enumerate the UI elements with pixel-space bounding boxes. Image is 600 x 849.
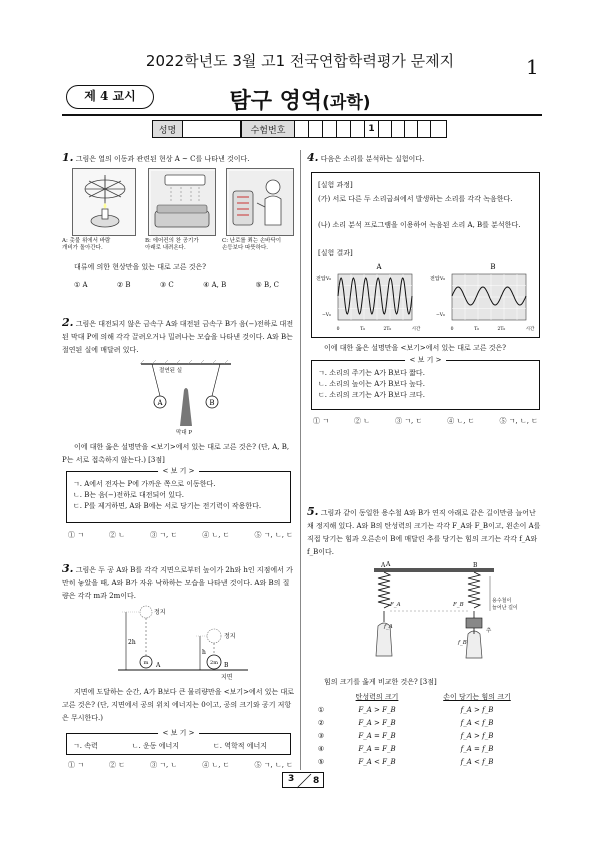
ball-b-label: B — [224, 662, 229, 669]
pinwheel-illustration — [73, 169, 137, 237]
aircon-illustration — [149, 169, 217, 237]
q3-choice-3[interactable]: ③ ㄱ, ㄴ — [150, 761, 178, 769]
q4-process-label: [실험 과정] — [318, 181, 353, 189]
q1-stem-text: 그림은 열의 이동과 관련된 현상 A ~ C를 나타낸 것이다. — [75, 155, 250, 163]
q5-option-hand: f_A < f_B — [460, 757, 494, 766]
page-number: 1 — [526, 55, 539, 79]
q4-bogi-title: < 보 기 > — [405, 356, 447, 365]
name-field[interactable] — [183, 121, 241, 137]
exam-no-cell[interactable] — [431, 121, 444, 137]
page-total: 8 — [313, 776, 320, 786]
q4-number: 4. — [307, 151, 319, 164]
q1-choice-3[interactable]: ③ C — [159, 281, 174, 289]
ball-a-label: A — [157, 399, 163, 407]
page-current: 3 — [288, 774, 295, 784]
q2-rod-label: 막대 P — [176, 430, 193, 436]
q4-bogi-box — [311, 356, 540, 410]
q5-option-number: ② — [317, 718, 325, 727]
q5-option-hand: f_A = f_B — [460, 744, 494, 753]
exam-no-label: 수험번호 — [241, 121, 295, 137]
q5-option-hand: f_A < f_B — [460, 718, 494, 727]
q3-choice-4[interactable]: ④ ㄴ, ㄷ — [202, 761, 230, 769]
q5-option-number: ① — [317, 705, 325, 714]
q4-step-b: (나) 소리 분석 프로그램을 이용하여 녹음된 소리 A, B를 분석한다. — [318, 221, 521, 229]
name-label: 성명 — [153, 121, 183, 137]
q4-choice-5[interactable]: ⑤ ㄱ, ㄴ, ㄷ — [499, 417, 538, 425]
q1-image-aircon — [148, 168, 216, 236]
x-tick-label: 2T₀ — [497, 327, 506, 332]
q5-option-elastic: F_A < F_B — [358, 757, 396, 766]
q5-option-number: ④ — [317, 744, 325, 753]
q3-choice-5[interactable]: ⑤ ㄱ, ㄴ, ㄷ — [254, 761, 293, 769]
q5-option-number: ③ — [317, 731, 325, 740]
ball-a-label: A — [156, 662, 161, 669]
q5-option-hand: f_A > f_B — [460, 731, 494, 740]
q4-bogi-item: ㄱ. 소리의 주기는 A가 B보다 짧다. — [318, 369, 425, 377]
x-tick-label: T₀ — [474, 327, 480, 332]
q5-spring-b-label: B — [473, 562, 478, 569]
q3-question: 지면에 도달하는 순간, A가 B보다 큰 물리량만을 <보기>에서 있는 대로 고른 것은? (단, 지면에서 공의 위치 에너지는 0이고, 공의 크기와 공기 저항은 무시한다.) — [62, 688, 294, 722]
q3-bogi-row — [73, 741, 284, 752]
header-rule — [62, 114, 542, 116]
q3-ground-label: 지면 — [221, 674, 233, 681]
q3-choice-2[interactable]: ② ㄷ — [109, 761, 126, 769]
x-tick-label: 0 — [450, 327, 454, 332]
q4-question: 이에 대한 옳은 설명만을 <보기>에서 있는 대로 고른 것은? — [324, 344, 507, 352]
q5-answer-table — [310, 690, 540, 768]
q5-table-header — [310, 690, 540, 703]
q2-choices — [68, 530, 293, 540]
q2-bogi-box — [66, 467, 291, 523]
q4-choices — [313, 416, 538, 426]
q2-stem-text: 그림은 대전되지 않은 금속구 A와 대전된 금속구 B가 음(−)전하로 대전된 막대 P에 의해 각각 끌려오거나 밀려나는 모습을 나타낸 것이다. A와 B는 절연된 실에 매달려 있다. — [62, 320, 294, 354]
q3-still-label-b: 정지 — [224, 633, 236, 640]
q2-choice-2[interactable]: ② ㄴ — [109, 531, 126, 539]
q5-option-elastic: F_A > F_B — [358, 718, 396, 727]
q5-col2: 손이 당기는 힘의 크기 — [443, 692, 511, 701]
q5-option-elastic: F_A = F_B — [358, 744, 396, 753]
ball-a-mass: m — [143, 660, 149, 666]
graph-title: A — [376, 263, 382, 271]
q2-bogi-item: ㄷ. P를 제거하면, A와 B에는 서로 당기는 전기력이 작용한다. — [73, 502, 262, 510]
q1-caption-a: A: 촛불 위에서 바람 개비가 돌아간다. — [62, 238, 111, 251]
x-tick-label: 0 — [336, 327, 340, 332]
v0-label: V₀ — [326, 277, 332, 282]
exam-no-cell[interactable] — [295, 121, 309, 137]
v0-label: V₀ — [440, 277, 446, 282]
spring-a — [378, 572, 390, 608]
q4-bogi-item: ㄷ. 소리의 크기는 A가 B보다 크다. — [318, 391, 425, 399]
q4-result-label: [실험 결과] — [318, 249, 353, 257]
q5-option-row[interactable] — [310, 716, 540, 729]
q5-option-row[interactable] — [310, 755, 540, 768]
vneg-label: −V₀ — [436, 313, 445, 318]
q1-caption-c: C: 난로를 쬐는 손바닥이 손등보다 따뜻하다. — [222, 238, 282, 251]
graph-title: B — [490, 263, 496, 271]
q2-number: 2. — [62, 316, 74, 329]
q4-choice-2[interactable]: ② ㄴ — [354, 417, 371, 425]
right-hand — [466, 631, 482, 658]
q5-hand-fb-label: f_B — [458, 640, 467, 646]
q5-figure — [364, 561, 514, 668]
q5-col1: 탄성력의 크기 — [355, 692, 399, 701]
q5-fa-label: F_A — [390, 602, 401, 608]
q4-choice-4[interactable]: ④ ㄴ, ㄷ — [447, 417, 475, 425]
q1-image-pinwheel — [72, 168, 136, 236]
rod-p — [180, 388, 192, 426]
spring-b — [468, 572, 480, 608]
q3-bogi-box — [66, 729, 291, 755]
x-tick-label: 2T₀ — [383, 327, 392, 332]
y-axis-label: 전압 — [430, 276, 440, 282]
q2-bogi-title: < 보 기 > — [158, 467, 200, 476]
q5-question: 힘의 크기를 옳게 비교한 것은? [3점] — [324, 678, 437, 686]
q2-bogi-item: ㄱ. A에서 전자는 P에 가까운 쪽으로 이동한다. — [73, 480, 216, 488]
q4-stem-text: 다음은 소리를 분석하는 실험이다. — [320, 155, 425, 163]
q5-option-number: ⑤ — [317, 757, 325, 766]
student-info-row — [152, 120, 447, 138]
q2-string-label: 절연된 실 — [159, 368, 183, 374]
exam-no-cell[interactable] — [392, 121, 405, 137]
exam-title: 2022학년도 3월 고1 전국연합학력평가 문제지 — [145, 52, 455, 70]
q4-stem — [307, 151, 539, 166]
q5-callout: 용수철이 늘어난 길이 — [492, 598, 518, 611]
area-subtitle: (과학) — [322, 93, 371, 113]
ball-b-mass: 2m — [210, 660, 218, 666]
q3-still-label-a: 정지 — [154, 609, 166, 616]
q4-bogi-item: ㄴ. 소리의 높이는 A가 B보다 높다. — [318, 380, 425, 388]
q2-bogi-item: ㄴ. B는 음(−)전하로 대전되어 있다. — [73, 491, 184, 499]
q1-choice-5[interactable]: ⑤ B, C — [255, 281, 279, 289]
page-indicator — [282, 772, 324, 788]
ball-b-label: B — [209, 399, 215, 407]
q2-choice-1[interactable]: ① ㄱ — [68, 531, 84, 539]
weight — [466, 618, 482, 628]
spring-a-label: A — [386, 561, 391, 568]
q4-choice-1[interactable]: ① ㄱ — [313, 417, 329, 425]
q4-choice-3[interactable]: ③ ㄱ, ㄷ — [395, 417, 423, 425]
q5-stem — [307, 505, 542, 559]
q1-question: 대류에 의한 현상만을 있는 대로 고른 것은? — [74, 263, 207, 271]
q2-choice-3[interactable]: ③ ㄱ, ㄷ — [150, 531, 178, 539]
session-badge: 제 4 교시 — [66, 85, 154, 109]
q3-stem — [62, 562, 294, 603]
x-tick-label: T₀ — [360, 327, 366, 332]
q3-choices — [68, 760, 293, 770]
exam-no-cell[interactable] — [418, 121, 431, 137]
q3-h-label: h — [202, 649, 206, 656]
q1-image-heater — [226, 168, 294, 236]
exam-no-digit: 1 — [365, 121, 379, 137]
x-tick-label: 시간 — [411, 327, 421, 332]
q2-choice-5[interactable]: ⑤ ㄱ, ㄴ, ㄷ — [254, 531, 293, 539]
q5-option-row[interactable] — [310, 729, 540, 742]
q3-bogi-item: ㄱ. 속력 — [73, 742, 98, 750]
q5-spring-a-label: A — [381, 562, 386, 569]
q1-caption-b: B: 에어컨의 찬 공기가 아래로 내려온다. — [145, 238, 199, 251]
q1-choice-1[interactable]: ① A — [74, 281, 88, 289]
q5-number: 5. — [307, 505, 319, 518]
q5-option-hand: f_A > f_B — [460, 705, 494, 714]
q5-hand-fa-label: f_A — [384, 624, 393, 630]
x-tick-label: 시간 — [525, 327, 535, 332]
exam-no-cell[interactable] — [405, 121, 418, 137]
area-title: 탐구 영역 — [229, 89, 323, 114]
q5-weight-label: 추 — [486, 628, 492, 634]
exam-no-cell[interactable] — [337, 121, 351, 137]
vneg-label: −V₀ — [322, 313, 331, 318]
q5-option-elastic: F_A = F_B — [358, 731, 396, 740]
q4-graph-b — [428, 262, 540, 336]
exam-no-cell[interactable] — [351, 121, 365, 137]
q5-option-elastic: F_A > F_B — [358, 705, 396, 714]
q3-bogi-item: ㄷ. 역학적 에너지 — [213, 742, 268, 750]
q3-figure — [118, 604, 258, 676]
exam-no-cell[interactable] — [323, 121, 337, 137]
q5-option-row[interactable] — [310, 742, 540, 755]
subject-area — [0, 84, 600, 115]
q3-choice-1[interactable]: ① ㄱ — [68, 761, 84, 769]
heater-illustration — [227, 169, 295, 237]
q5-option-row[interactable] — [310, 703, 540, 716]
q5-stem-text: 그림과 같이 동일한 용수철 A와 B가 연직 아래로 같은 길이만큼 늘어난 채 정지해 있다. A와 B의 탄성력의 크기는 각각 F_A와 F_B이고, 왼손이 A를 직접 당기는 힘과 오른손이 B에 매달린 추를 당기는 힘의 크기는 각각 f_A와 f_B이다. — [307, 509, 541, 556]
q2-choice-4[interactable]: ④ ㄴ, ㄷ — [202, 531, 230, 539]
q2-stem — [62, 316, 294, 357]
y-axis-label: 전압 — [316, 276, 326, 282]
q3-stem-text: 그림은 두 공 A와 B를 각각 지면으로부터 높이가 2h와 h인 지점에서 가만히 놓았을 때, A와 B가 자유 낙하하는 모습을 나타낸 것이다. A와 B의 질량은 각각 m과 2m이다. — [62, 566, 293, 600]
q1-choice-2[interactable]: ② B — [116, 281, 131, 289]
q1-number: 1. — [62, 151, 74, 164]
q2-question: 이에 대한 옳은 설명만을 <보기>에서 있는 대로 고른 것은? (단, A, B, P는 서로 접촉하지 않는다.) [3점] — [62, 443, 290, 464]
q3-bogi-title: < 보 기 > — [158, 729, 200, 738]
exam-no-cell[interactable] — [379, 121, 392, 137]
q1-choices — [74, 281, 279, 289]
q3-2h-label: 2h — [128, 639, 136, 646]
q4-step-a: (가) 서로 다른 두 소리굽쇠에서 발생하는 소리를 각각 녹음한다. — [318, 195, 513, 203]
q3-bogi-item: ㄴ. 운동 에너지 — [131, 742, 179, 750]
q2-figure — [136, 360, 236, 428]
q4-graph-a — [314, 262, 426, 336]
exam-no-cell[interactable] — [309, 121, 323, 137]
q5-fb-label: F_B — [453, 602, 464, 608]
q3-number: 3. — [62, 562, 74, 575]
q1-stem — [62, 151, 294, 166]
q1-choice-4[interactable]: ④ A, B — [203, 281, 227, 289]
